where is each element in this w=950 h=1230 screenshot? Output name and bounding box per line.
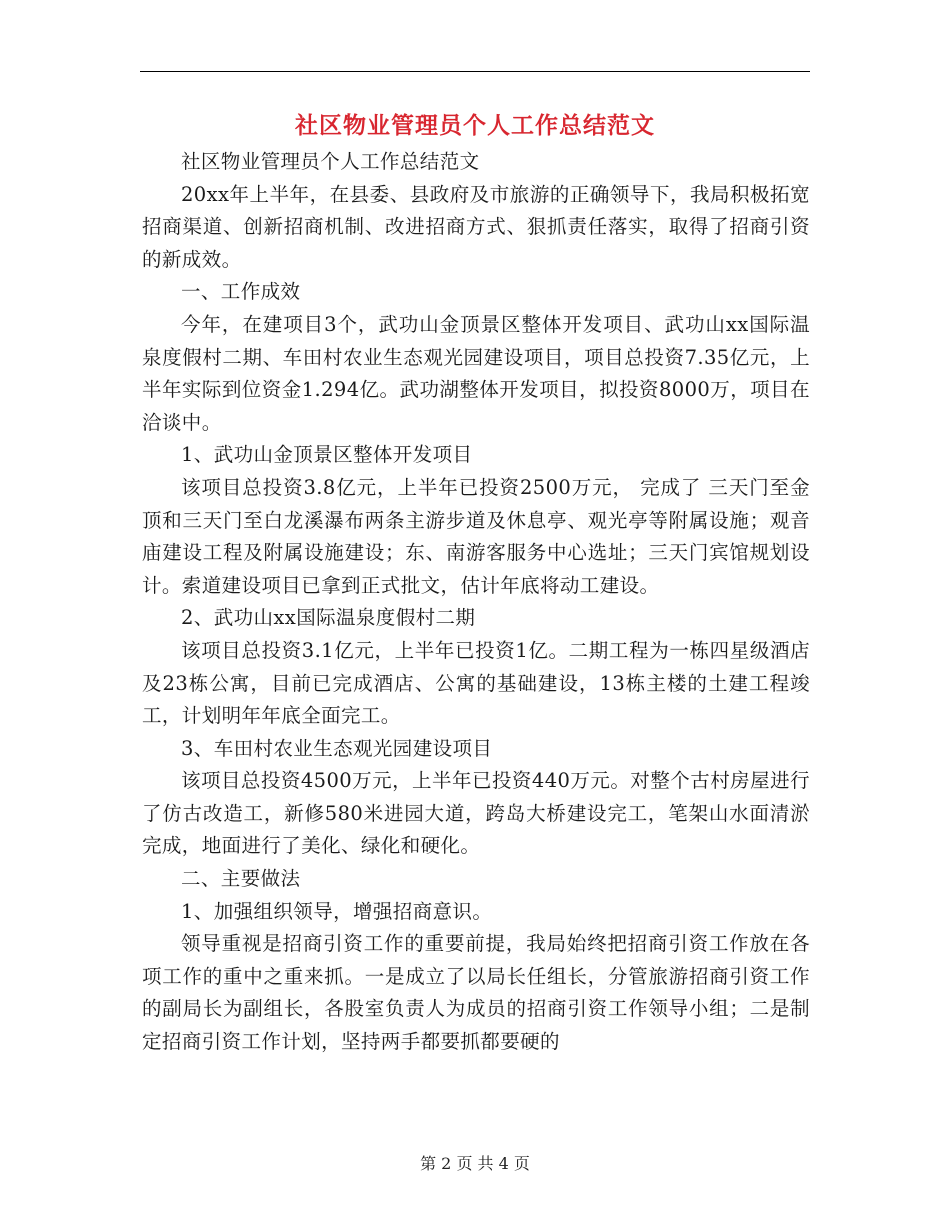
header-rule	[140, 71, 810, 72]
paragraph-subtitle: 社区物业管理员个人工作总结范文	[181, 150, 480, 173]
heading-method-1: 1、加强组织领导，增强招商意识。	[181, 899, 493, 923]
heading-main-methods: 二、主要做法	[181, 867, 301, 891]
page-number: 第 2 页 共 4 页	[420, 1154, 530, 1173]
heading-project-2: 2、武功山xx国际温泉度假村二期	[181, 606, 476, 630]
paragraph-intro: 20xx年上半年，在县委、县政府及市旅游的正确领导下，我局积极拓宽招商渠道、创新招商机制、改进招商方式、狠抓责任落实，取得了招商引资的新成效。	[142, 182, 810, 271]
paragraph-project-1: 该项目总投资3.8亿元，上半年已投资2500万元， 完成了 三天门至金顶和三天门至白龙溪瀑布两条主游步道及休息亭、观光亭等附属设施；观音庙建设工程及附属设施建设；东、南游客服务中心选址；三天门宾馆规划设计。索道建设项目已拿到正式批文，估计年底将动工建设。	[142, 475, 810, 597]
heading-project-3: 3、车田村农业生态观光园建设项目	[181, 736, 493, 760]
paragraph-project-2: 该项目总投资3.1亿元，上半年已投资1亿。二期工程为一栋四星级酒店及23栋公寓，目前已完成酒店、公寓的基础建设，13栋主楼的土建工程竣工，计划明年年底全面完工。	[142, 638, 810, 728]
document-title: 社区物业管理员个人工作总结范文	[295, 112, 655, 139]
paragraph-project-3: 该项目总投资4500万元，上半年已投资440万元。对整个古村房屋进行了仿古改造工，新修580米进园大道，跨岛大桥建设完工，笔架山水面清淤完成，地面进行了美化、绿化和硬化。	[142, 769, 810, 858]
heading-work-results: 一、工作成效	[181, 280, 301, 304]
document-body	[142, 146, 810, 1059]
heading-project-1: 1、武功山金顶景区整体开发项目	[181, 443, 473, 467]
paragraph-projects-overview: 今年，在建项目3个，武功山金顶景区整体开发项目、武功山xx国际温泉度假村二期、车田村农业生态观光园建设项目，项目总投资7.35亿元，上半年实际到位资金1.294亿。武功湖整体开发项目，拟投资8000万，项目在洽谈中。	[142, 312, 810, 434]
paragraph-method-1: 领导重视是招商引资工作的重要前提，我局始终把招商引资工作放在各项工作的重中之重来抓。一是成立了以局长任组长，分管旅游招商引资工作的副局长为副组长，各股室负责人为成员的招商引资工作领导小组；二是制定招商引资工作计划，坚持两手都要抓都要硬的	[142, 932, 810, 1054]
